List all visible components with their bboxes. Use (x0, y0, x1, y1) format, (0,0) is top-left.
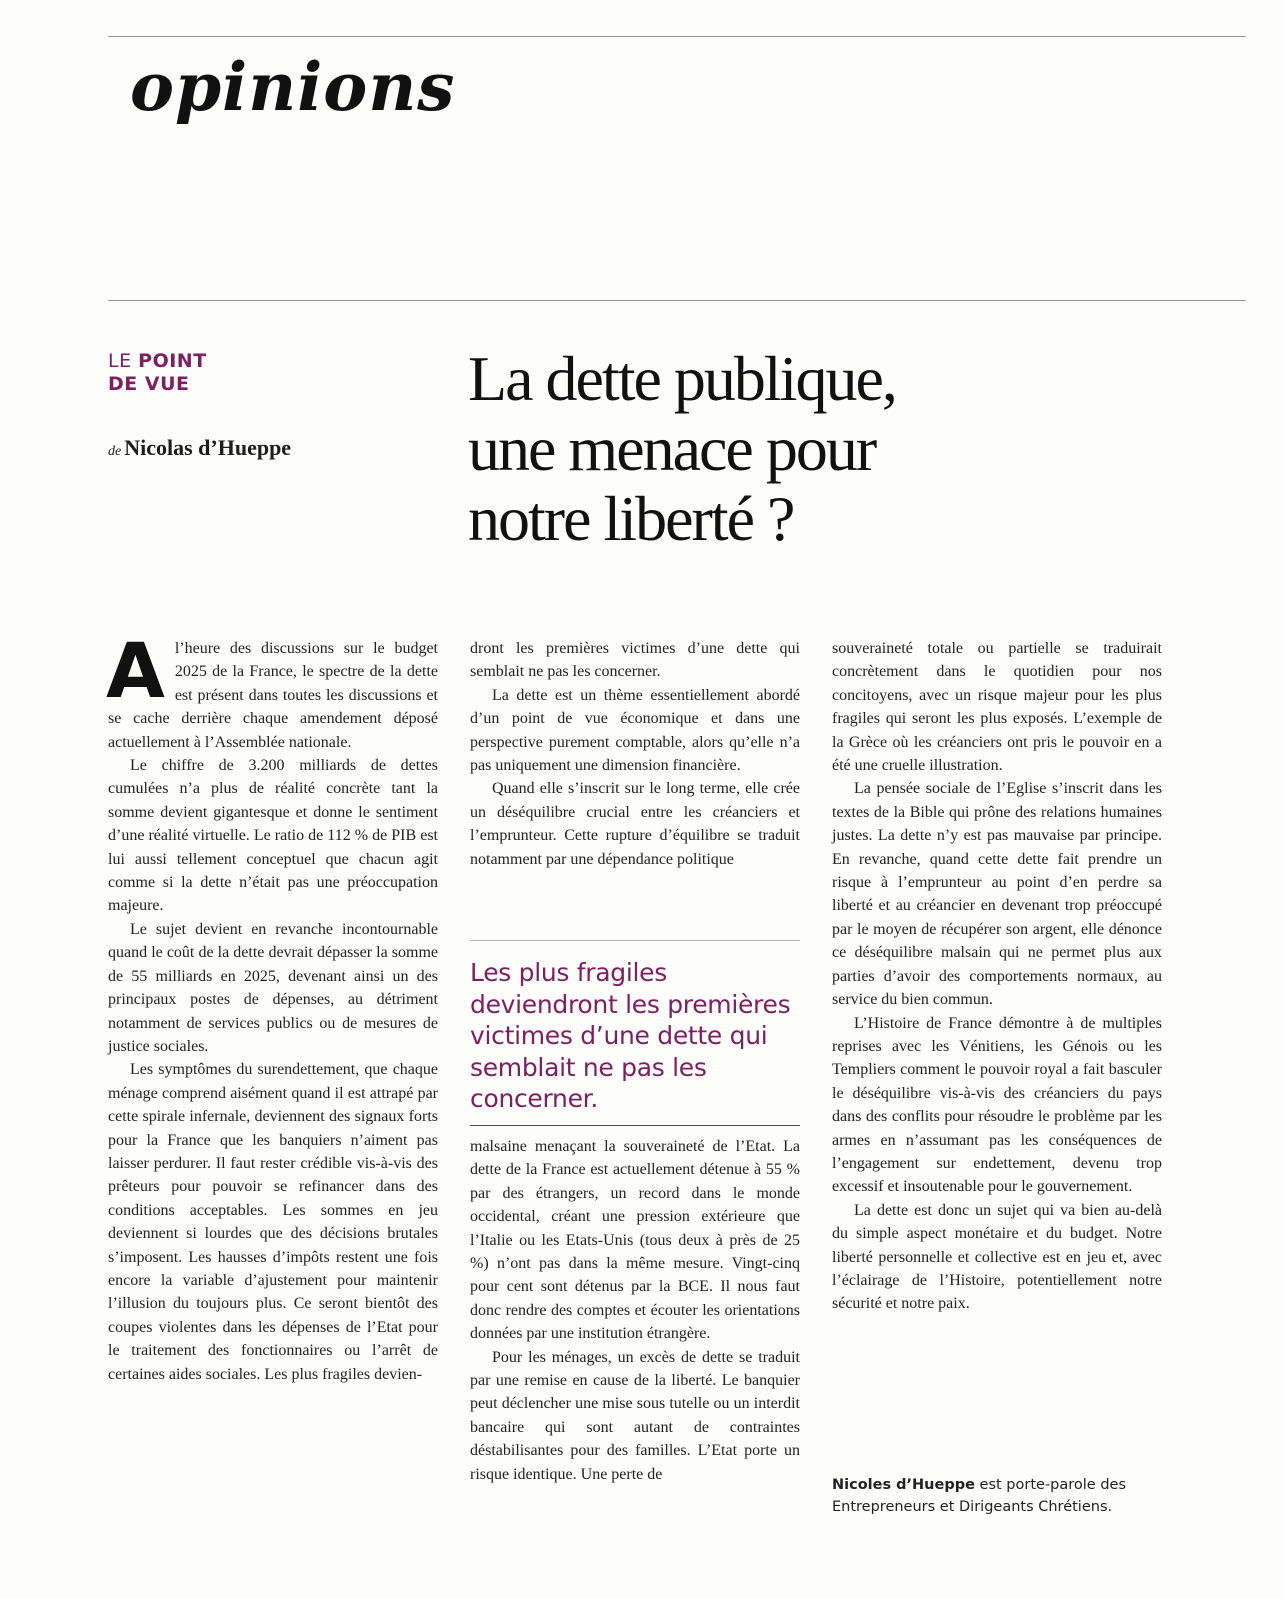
paragraph-11: La pensée sociale de l’Eglise s’inscrit dans les textes de la Bible qui prône des relations humaines justes. La dette n’y est pas mauvaise par principe. En revanche, quand cette dette fait prendre un risque à l’emprunteur au point d’en perdre sa liberté et au créancier en devenant trop préoccupé par le moyen de récupérer son argent, elle dénonce ce déséquilibre malsain qui ne permet plus aux parties d’avoir des comportements normaux, au service du bien commun. (832, 780, 1162, 1009)
header-divider (108, 300, 1246, 301)
paragraph-2: Le chiffre de 3.200 milliards de dettes cumulées n’a plus de réalité concrète tant la somme devient gigantesque et donne le sentiment d’une réalité virtuelle. Le ratio de 112 % de PIB est lui aussi tellement conceptuel que chacun agit comme si la dette n’était pas une préoccupation majeure. (108, 757, 438, 915)
pull-quote-bottom-rule (470, 1125, 800, 1126)
bio-text: est porte-parole des Entrepreneurs et Dirigeants Chrétiens. (832, 1477, 1127, 1515)
rubric-point: POINT (138, 350, 207, 372)
paragraph-12: L’Histoire de France démontre à de multiples reprises avec les Vénitiens, les Génois ou les Templiers comment le pouvoir royal a fait basculer le déséquilibre vis-à-vis des créanciers du pays dans des conflits pour résoudre le problème par les armes en n’assumant pas les conséquences de l’engagement sur endettement, devenu trop excessif et insoutenable pour le gouvernement. (832, 1014, 1162, 1196)
paragraph-6: La dette est un thème essentiellement abordé d’un point de vue économique et dans une perspective purement comptable, alors qu’elle n’a pas uniquement une dimension financière. (470, 686, 800, 775)
byline (108, 435, 291, 461)
paragraph-9: Pour les ménages, un excès de dette se traduit par une remise en cause de la liberté. Le banquier peut déclencher une mise sous tutelle ou un interdit bancaire qui sont autant de contraintes déstabilisantes pour des familles. L’Etat porte un risque identique. Une perte de (470, 1348, 800, 1483)
article-column-3 (832, 637, 1162, 1316)
article-column-2-top (470, 637, 800, 871)
bio-name: Nicoles d’Hueppe (832, 1477, 975, 1493)
byline-prefix: de (108, 444, 122, 459)
article-column-1 (106, 626, 438, 1386)
paragraph-1-text: l’heure des discussions sur le budget 2025 de la France, le spectre de la dette est présent dans toutes les discussions et se cache derrière chaque amendement déposé actuellement à l’Assemblée nationale. (108, 640, 438, 751)
drop-cap: A (106, 626, 165, 715)
rubric-le: LE (108, 350, 139, 372)
paragraph-7: Quand elle s’inscrit sur le long terme, elle crée un déséquilibre crucial entre les créanciers et l’emprunteur. Cette rupture d’équilibre se traduit notamment par une dépendance politique (470, 780, 800, 868)
paragraph-4: Les symptômes du surendettement, que chaque ménage comprend aisément quand il est attrapé par cette spirale infernale, deviennent des signaux forts pour la France que les banquiers n’aiment pas laisser perdurer. Il faut rester crédible vis-à-vis des prêteurs pour pouvoir se refinancer dans des conditions acceptables. Les sommes en jeu deviennent si lourdes que des décisions brutales s’imposent. Les hausses d’impôts restent une fois encore la variable d’ajustement pour maintenir l’illusion du toujours plus. Ce seront bientôt des coupes violentes dans les dépenses de l’Etat pour le traitement des fonctionnaires ou l’arrêt de certaines aides sociales. Les plus fragiles devien- (108, 1061, 438, 1383)
paragraph-10: souveraineté totale ou partielle se traduirait concrètement dans le quotidien pour nos concitoyens, avec un risque majeur pour les plus fragiles qui seront les plus exposés. L’exemple de la Grèce où les créanciers ont pris le pouvoir en a été une cruelle illustration. (832, 640, 1162, 775)
paragraph-1 (106, 626, 438, 754)
pull-quote-top-rule (470, 940, 800, 941)
byline-author: Nicolas d’Hueppe (124, 435, 292, 460)
paragraph-8: malsaine menaçant la souveraineté de l’Etat. La dette de la France est actuellement détenue à 55 % par des étrangers, un record dans le monde occidental, créant une pression extérieure que l’Italie ou les Etats-Unis (tous deux à près de 25 %) n’ont pas dans la même mesure. Vingt-cinq pour cent sont détenus par la BCE. Il nous faut donc rendre des comptes et écouter les orientations données par une institution étrangère. (470, 1138, 800, 1343)
rubric-de-vue: DE VUE (108, 373, 190, 395)
rubric-label (108, 350, 308, 396)
headline (468, 344, 1088, 554)
paragraph-3: Le sujet devient en revanche incontournable quand le coût de la dette devrait dépasser la somme de 55 milliards en 2025, devenant ainsi un des principaux postes de dépenses, au détriment notamment de services publics ou de mesures de justice sociales. (108, 920, 438, 1055)
pull-quote-block (470, 940, 800, 1126)
paragraph-5: dront les premières victimes d’une dette qui semblait ne pas les concerner. (470, 640, 800, 681)
article-column-2-bottom (470, 1135, 800, 1486)
top-rule (108, 36, 1246, 37)
author-bio (832, 1474, 1162, 1518)
pull-quote: Les plus fragiles deviendront les premières victimes d’une dette qui semblait ne pas les concerner. (470, 958, 791, 1113)
headline-line-3: notre liberté ? (468, 483, 794, 554)
paragraph-13: La dette est donc un sujet qui va bien au-delà du simple aspect monétaire et du budget. Notre liberté personnelle et collective est en jeu et, avec l’éclairage de l’Histoire, potentiellement notre sécurité et notre paix. (832, 1201, 1162, 1313)
section-title: opinions (130, 48, 456, 126)
headline-line-1: La dette publique, (468, 343, 896, 414)
headline-line-2: une menace pour (468, 413, 876, 484)
